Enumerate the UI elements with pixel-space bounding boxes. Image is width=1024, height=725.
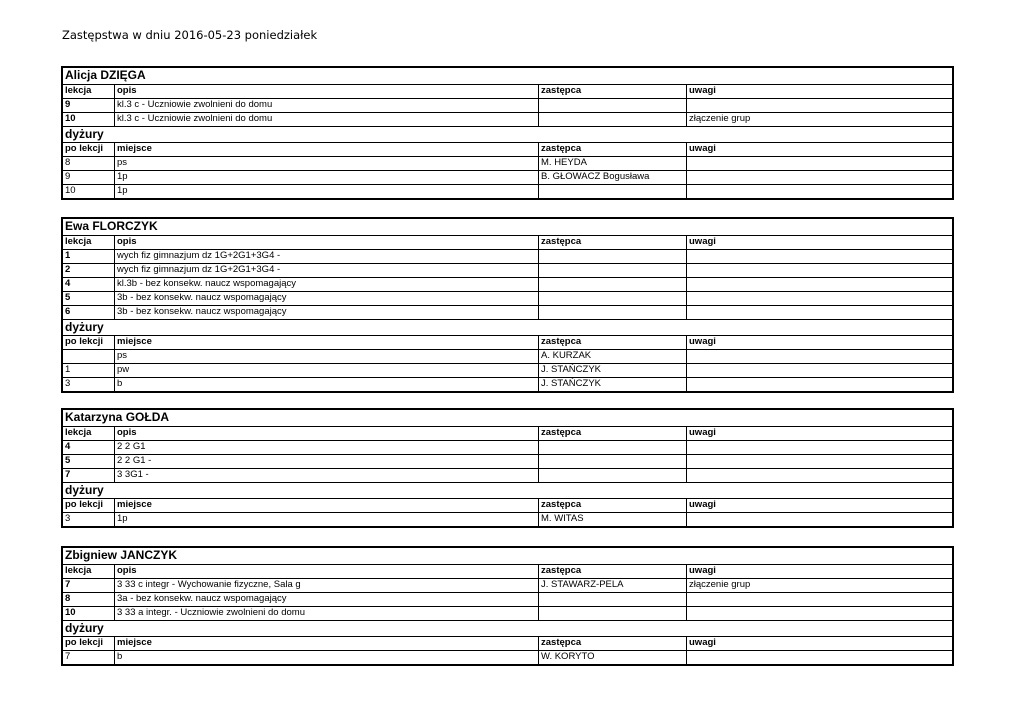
lesson-substitute xyxy=(538,278,686,291)
header-uwagi: uwagi xyxy=(686,427,952,440)
lesson-substitute xyxy=(538,292,686,305)
lesson-description: 3b - bez konsekw. naucz wspomagający xyxy=(114,292,538,305)
lesson-row xyxy=(63,98,952,112)
lesson-substitute xyxy=(538,593,686,606)
header-uwagi: uwagi xyxy=(686,637,952,650)
duty-place: 1p xyxy=(114,185,538,198)
header-miejsce: miejsce xyxy=(114,637,538,650)
duty-substitute: M. WITAS xyxy=(538,513,686,526)
lesson-substitute xyxy=(538,469,686,482)
duty-after-lesson: 7 xyxy=(65,651,71,662)
lesson-row xyxy=(63,291,952,305)
lesson-row xyxy=(63,468,952,482)
duty-substitute: B. GŁOWACZ Bogusława xyxy=(538,171,686,184)
duty-label-row xyxy=(63,482,952,498)
lesson-number: 5 xyxy=(65,292,71,303)
duty-label: dyżury xyxy=(65,320,104,334)
header-opis: opis xyxy=(114,427,538,440)
duty-notes xyxy=(686,378,952,391)
teacher-name: Ewa FLORCZYK xyxy=(65,219,158,233)
header-lekcja: lekcja xyxy=(65,427,92,438)
lesson-header-row xyxy=(63,564,952,578)
duty-place: b xyxy=(114,378,538,391)
lesson-number: 2 xyxy=(65,264,71,275)
lesson-number: 4 xyxy=(65,441,71,452)
lesson-row xyxy=(63,440,952,454)
lesson-substitute xyxy=(538,455,686,468)
header-lekcja: lekcja xyxy=(65,85,92,96)
header-uwagi: uwagi xyxy=(686,236,952,249)
duty-row-item xyxy=(63,156,952,170)
duty-notes xyxy=(686,185,952,198)
header-zastepca: zastępca xyxy=(538,236,686,249)
duty-after-lesson: 3 xyxy=(65,513,71,524)
duty-place: b xyxy=(114,651,538,664)
lesson-description: wych fiz gimnazjum dz 1G+2G1+3G4 - xyxy=(114,250,538,263)
lesson-number: 8 xyxy=(65,593,71,604)
teacher-block xyxy=(61,408,954,528)
duty-place: ps xyxy=(114,157,538,170)
lesson-notes xyxy=(686,292,952,305)
header-zastepca: zastępca xyxy=(538,143,686,156)
duty-label-row xyxy=(63,620,952,636)
lesson-header-row xyxy=(63,84,952,98)
header-zastepca: zastępca xyxy=(538,427,686,440)
lesson-substitute: J. STAWARZ-PELA xyxy=(538,579,686,592)
duty-row-item xyxy=(63,512,952,526)
duty-notes xyxy=(686,350,952,363)
lesson-notes xyxy=(686,593,952,606)
lesson-number: 7 xyxy=(65,469,71,480)
duty-after-lesson: 10 xyxy=(65,185,76,196)
lesson-description: wych fiz gimnazjum dz 1G+2G1+3G4 - xyxy=(114,264,538,277)
duty-substitute: J. STAŃCZYK xyxy=(538,378,686,391)
lesson-row xyxy=(63,263,952,277)
header-lekcja: lekcja xyxy=(65,236,92,247)
teacher-name: Katarzyna GOŁDA xyxy=(65,410,170,424)
duty-row-item xyxy=(63,377,952,391)
duty-after-lesson: 1 xyxy=(65,364,71,375)
duty-row-item xyxy=(63,650,952,664)
header-uwagi: uwagi xyxy=(686,565,952,578)
teacher-block xyxy=(61,66,954,200)
lesson-notes xyxy=(686,455,952,468)
lesson-notes xyxy=(686,441,952,454)
header-uwagi: uwagi xyxy=(686,336,952,349)
header-zastepca: zastępca xyxy=(538,499,686,512)
duty-substitute: J. STAŃCZYK xyxy=(538,364,686,377)
duty-row-item xyxy=(63,363,952,377)
lesson-number: 10 xyxy=(65,113,76,124)
header-po-lekcji: po lekcji xyxy=(65,499,104,510)
duty-label: dyżury xyxy=(65,483,104,497)
lesson-row xyxy=(63,277,952,291)
duty-row-item xyxy=(63,170,952,184)
teacher-name-row xyxy=(63,219,952,235)
lesson-notes xyxy=(686,469,952,482)
lesson-description: kl.3 c - Uczniowie zwolnieni do domu xyxy=(114,99,538,112)
duty-place: pw xyxy=(114,364,538,377)
duty-substitute: A. KURZAK xyxy=(538,350,686,363)
lesson-row xyxy=(63,112,952,126)
lesson-number: 5 xyxy=(65,455,71,466)
teacher-name-row xyxy=(63,410,952,426)
header-opis: opis xyxy=(114,236,538,249)
page-title: Zastępstwa w dniu 2016-05-23 poniedziałek xyxy=(62,28,318,42)
duty-header-row xyxy=(63,335,952,349)
duty-notes xyxy=(686,364,952,377)
lesson-description: 3a - bez konsekw. naucz wspomagający xyxy=(114,593,538,606)
lesson-description: 2 2 G1 - xyxy=(114,455,538,468)
lesson-number: 6 xyxy=(65,306,71,317)
duty-header-row xyxy=(63,636,952,650)
lesson-notes: złączenie grup xyxy=(686,113,952,126)
lesson-row xyxy=(63,454,952,468)
duty-after-lesson xyxy=(63,350,114,363)
duty-row-item xyxy=(63,184,952,198)
duty-after-lesson: 3 xyxy=(65,378,71,389)
header-lekcja: lekcja xyxy=(65,565,92,576)
duty-notes xyxy=(686,513,952,526)
duty-label: dyżury xyxy=(65,621,104,635)
lesson-number: 7 xyxy=(65,579,71,590)
header-uwagi: uwagi xyxy=(686,85,952,98)
lesson-row xyxy=(63,249,952,263)
lesson-description: kl.3b - bez konsekw. naucz wspomagający xyxy=(114,278,538,291)
header-miejsce: miejsce xyxy=(114,499,538,512)
duty-label-row xyxy=(63,126,952,142)
lesson-notes xyxy=(686,306,952,319)
lesson-row xyxy=(63,592,952,606)
duty-notes xyxy=(686,157,952,170)
duty-notes xyxy=(686,651,952,664)
lesson-description: 3 33 a integr. - Uczniowie zwolnieni do domu xyxy=(114,607,538,620)
lesson-row xyxy=(63,606,952,620)
lesson-substitute xyxy=(538,607,686,620)
lesson-substitute xyxy=(538,99,686,112)
teacher-name-row xyxy=(63,68,952,84)
lesson-substitute xyxy=(538,113,686,126)
lesson-notes xyxy=(686,250,952,263)
duty-substitute: M. HEYDA xyxy=(538,157,686,170)
lesson-row xyxy=(63,578,952,592)
header-opis: opis xyxy=(114,565,538,578)
duty-place: 1p xyxy=(114,171,538,184)
duty-header-row xyxy=(63,498,952,512)
duty-header-row xyxy=(63,142,952,156)
lesson-description: 3 3G1 - xyxy=(114,469,538,482)
header-po-lekcji: po lekcji xyxy=(65,637,104,648)
header-miejsce: miejsce xyxy=(114,143,538,156)
duty-after-lesson: 8 xyxy=(65,157,71,168)
duty-place: ps xyxy=(114,350,538,363)
lesson-substitute xyxy=(538,306,686,319)
lesson-notes xyxy=(686,607,952,620)
lesson-row xyxy=(63,305,952,319)
header-zastepca: zastępca xyxy=(538,637,686,650)
lesson-notes xyxy=(686,278,952,291)
teacher-block xyxy=(61,546,954,666)
lesson-number: 9 xyxy=(65,99,71,110)
lesson-number: 10 xyxy=(65,607,76,618)
duty-after-lesson: 9 xyxy=(65,171,71,182)
duty-label: dyżury xyxy=(65,127,104,141)
lesson-substitute xyxy=(538,441,686,454)
header-opis: opis xyxy=(114,85,538,98)
duty-label-row xyxy=(63,319,952,335)
teacher-name: Alicja DZIĘGA xyxy=(65,68,146,82)
teacher-block xyxy=(61,217,954,393)
duty-place: 1p xyxy=(114,513,538,526)
lesson-header-row xyxy=(63,235,952,249)
lesson-notes: złączenie grup xyxy=(686,579,952,592)
header-po-lekcji: po lekcji xyxy=(65,143,104,154)
header-po-lekcji: po lekcji xyxy=(65,336,104,347)
header-uwagi: uwagi xyxy=(686,499,952,512)
lesson-notes xyxy=(686,264,952,277)
lesson-number: 4 xyxy=(65,278,71,289)
lesson-notes xyxy=(686,99,952,112)
duty-substitute: W. KORYTO xyxy=(538,651,686,664)
lesson-substitute xyxy=(538,250,686,263)
lesson-description: 3b - bez konsekw. naucz wspomagający xyxy=(114,306,538,319)
lesson-header-row xyxy=(63,426,952,440)
lesson-substitute xyxy=(538,264,686,277)
header-uwagi: uwagi xyxy=(686,143,952,156)
lesson-number: 1 xyxy=(65,250,71,261)
lesson-description: 3 33 c integr - Wychowanie fizyczne, Sala g xyxy=(114,579,538,592)
teacher-name-row xyxy=(63,548,952,564)
header-zastepca: zastępca xyxy=(538,85,686,98)
header-zastepca: zastępca xyxy=(538,336,686,349)
lesson-description: kl.3 c - Uczniowie zwolnieni do domu xyxy=(114,113,538,126)
teacher-name: Zbigniew JANCZYK xyxy=(65,548,178,562)
header-zastepca: zastępca xyxy=(538,565,686,578)
duty-substitute xyxy=(538,185,686,198)
duty-row-item xyxy=(63,349,952,363)
duty-notes xyxy=(686,171,952,184)
lesson-description: 2 2 G1 xyxy=(114,441,538,454)
header-miejsce: miejsce xyxy=(114,336,538,349)
